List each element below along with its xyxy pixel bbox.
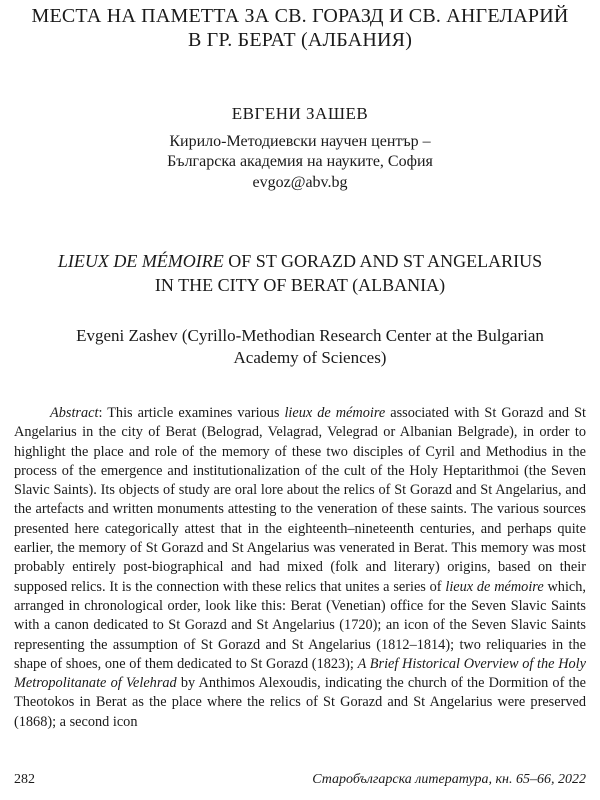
english-title-line1 <box>0 249 600 273</box>
abstract-label: Abstract <box>50 405 99 421</box>
english-title-line2: IN THE CITY OF BERAT (ALBANIA) <box>154 275 446 295</box>
abstract-text-3: which, arranged in chronological order, look like this: Berat (Venetian) office for the Seven Slavic Saints with a canon dedicated to St Gorazd and St Angelarius (1720); an icon of the Seven Slavic Saints representing the assumption of St Gorazd and St Angelarius (1812–1814); two reliquaries in the shape of shoes, one of them dedicated to St Gorazd (1823); <box>14 578 586 672</box>
abstract-colon: : <box>98 405 108 421</box>
abstract-italic-1: lieux de mémoire <box>284 405 386 421</box>
english-title <box>0 249 600 297</box>
english-author-line2: Academy of Sciences) <box>233 348 387 367</box>
abstract-text-1: This article examines various <box>107 405 285 421</box>
abstract-text-2: associated with St Gorazd and St Angelarius in the city of Berat (Belograd, Velagrad, Velegrad or Albanian Belgrade), in order to highlight the place and role of the memory of these two disciples of Cyril and Methodius in the process of the emergence and institutionalization of the cult of the Holy Heptarithmoi (the Seven Slavic Saints). Its objects of study are oral lore about the relics of St Gorazd and St Angelarius, and the artefacts and written monuments attesting to the veneration of these saints. The various sources presented here categorically attest that in the eighteenth–nineteenth centuries, and perhaps quite earlier, the memory of St Gorazd and St Angelarius was venerated in Berat. This memory was most probably entirely post-biographical and had mixed (folk and literary) origins, based on their supposed relics. It is the connection with these relics that unites a series of <box>14 405 587 595</box>
abstract-paragraph <box>14 404 586 732</box>
bulgarian-author: ЕВГЕНИ ЗАШЕВ <box>231 104 369 123</box>
abstract-text-4: by Anthimos Alexoudis, indicating the church of the Dormition of the Theotokos in Berat as the place where the relics of St Gorazd and St Angelarius were preserved (1868); a second icon <box>14 675 586 730</box>
bulgarian-title <box>0 4 600 52</box>
bulgarian-title-line1: МЕСТА НА ПАМЕТТА ЗА СВ. ГОРАЗД И СВ. АНГЕЛАРИЙ <box>31 5 569 27</box>
journal-citation: Старобългарска литература, кн. 65–66, 2022 <box>312 772 586 787</box>
bulgarian-title-line2: В ГР. БЕРАТ (АЛБАНИЯ) <box>187 29 413 51</box>
author-email: evgoz@abv.bg <box>252 174 348 191</box>
page-footer <box>0 772 600 794</box>
affiliation-line1: Кирило-Методиевски научен център – <box>169 133 431 150</box>
english-title-italic: LIEUX DE MÉMOIRE <box>57 251 224 271</box>
english-author <box>50 325 570 369</box>
bulgarian-affiliation <box>0 132 600 172</box>
abstract-italic-3: A Brief Historical Overview of the Holy Metropolitanate of Velehrad <box>14 655 586 692</box>
english-title-rest: OF ST GORAZD AND ST ANGELARIUS <box>223 251 543 271</box>
affiliation-line2: Българска академия на науките, София <box>167 153 433 170</box>
english-author-line1: Evgeni Zashev (Cyrillo-Methodian Research Center at the Bulgarian <box>76 326 544 345</box>
abstract-italic-2: lieux de mémoire <box>445 578 544 595</box>
page-number: 282 <box>14 772 35 787</box>
